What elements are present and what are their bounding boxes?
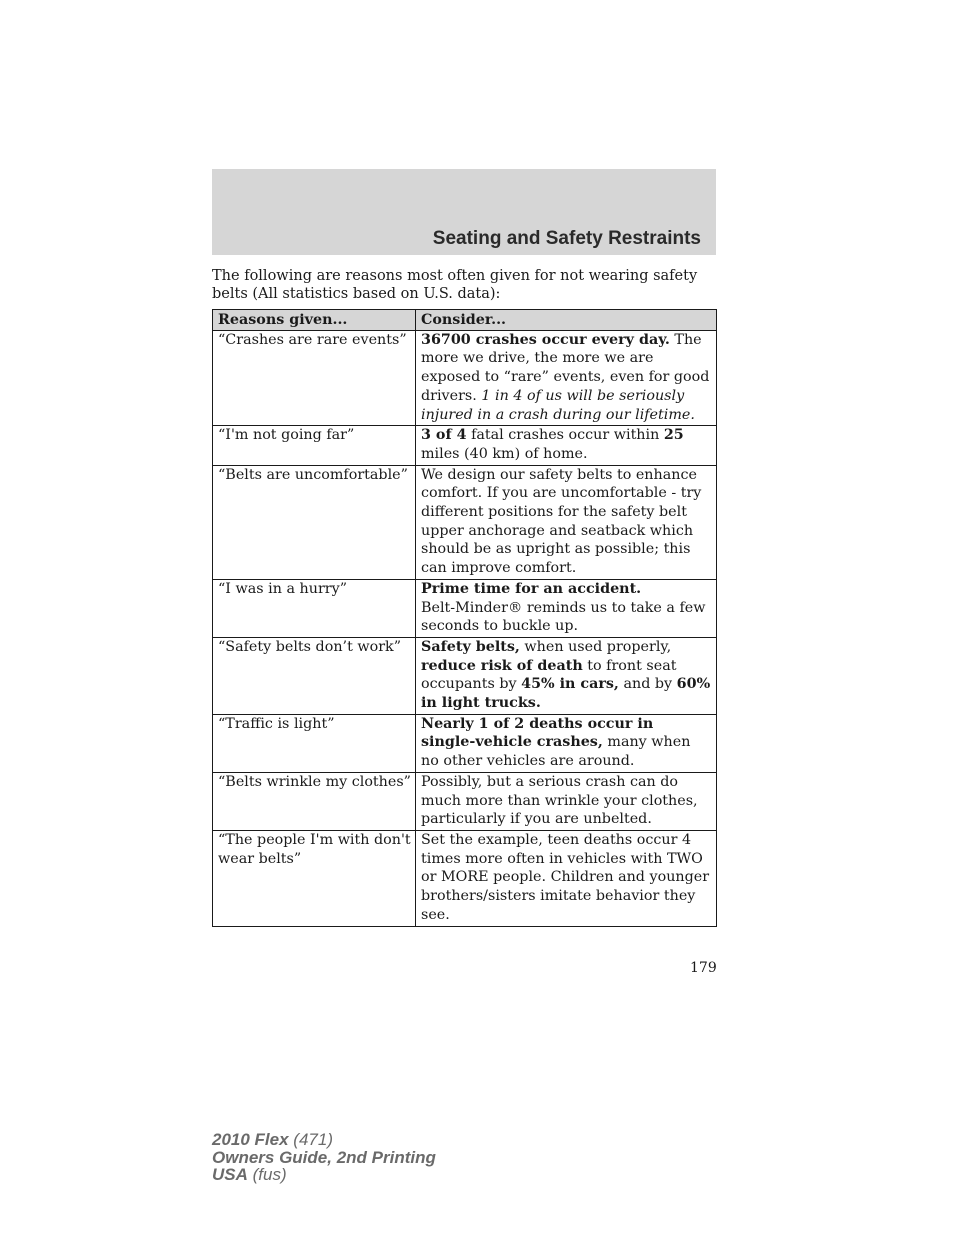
intro-paragraph: The following are reasons most often given for not wearing safety belts (All statistics based on U.S. data):	[212, 268, 698, 302]
footer-market-code: (fus)	[252, 1165, 287, 1184]
table-row	[213, 714, 717, 772]
table-row	[213, 330, 717, 426]
footer-model: 2010 Flex	[212, 1130, 289, 1149]
consider-text-segment: Safety belts,	[421, 638, 520, 655]
consider-text-segment: Possibly, but a serious crash can do much more than wrinkle your clothes, particularly if you are unbelted.	[421, 773, 698, 828]
table-row	[213, 579, 717, 637]
consider-cell	[416, 637, 717, 714]
footer-line-market	[212, 1166, 436, 1184]
consider-text-segment: miles (40 km) of home.	[421, 445, 588, 462]
table-row	[213, 465, 717, 579]
consider-text-segment: 60% in light trucks.	[421, 676, 711, 712]
reasons-table	[212, 309, 717, 927]
consider-cell	[416, 714, 717, 772]
consider-text-segment: reduce risk of death	[421, 657, 583, 674]
footer-imprint	[212, 1131, 436, 1184]
footer-line-model	[212, 1131, 436, 1149]
column-header-consider: Consider...	[416, 310, 717, 331]
reason-cell: “Traffic is light”	[213, 714, 416, 772]
consider-cell	[416, 426, 717, 465]
consider-text-segment: and by	[618, 676, 677, 693]
consider-text-segment: Prime time for an accident.	[421, 580, 642, 597]
consider-text-segment: fatal crashes occur within	[466, 427, 664, 444]
section-title: Seating and Safety Restraints	[432, 228, 701, 249]
reason-cell: “I'm not going far”	[213, 426, 416, 465]
consider-text-segment: 25	[663, 427, 684, 444]
reason-cell: “Safety belts don’t work”	[213, 637, 416, 714]
reason-cell: “I was in a hurry”	[213, 579, 416, 637]
consider-text-segment: 1 in 4 of us will be seriously injured in a crash during our lifetime.	[421, 387, 695, 423]
table-row	[213, 637, 717, 714]
consider-cell	[416, 465, 717, 579]
consider-text-segment: when used properly,	[519, 638, 672, 655]
reason-cell: “Belts are uncomfortable”	[213, 465, 416, 579]
consider-text-segment: 36700 crashes occur every day.	[421, 331, 670, 348]
table-row	[213, 772, 717, 830]
consider-text-segment: Set the example, teen deaths occur 4 times more often in vehicles with TWO or MORE people. Children and younger brothers/sisters imitate behavior they see.	[421, 831, 710, 923]
reason-cell: “Crashes are rare events”	[213, 330, 416, 426]
consider-cell	[416, 830, 717, 926]
reason-cell: “Belts wrinkle my clothes”	[213, 772, 416, 830]
consider-text-segment: 3 of 4	[421, 427, 467, 444]
footer-model-code: (471)	[293, 1130, 333, 1149]
consider-cell	[416, 772, 717, 830]
footer-market: USA	[212, 1165, 248, 1184]
section-header-band	[212, 169, 716, 255]
consider-text-segment: to front seat occupants by	[421, 657, 677, 693]
table-header-row	[213, 310, 717, 331]
consider-cell	[416, 579, 717, 637]
table-body	[213, 330, 717, 926]
consider-cell	[416, 330, 717, 426]
consider-text-segment: Nearly 1 of 2 deaths occur in single-vehicle crashes,	[421, 715, 654, 751]
page-number: 179	[690, 960, 717, 976]
consider-text-segment: Belt-Minder® reminds us to take a few seconds to buckle up.	[421, 599, 706, 635]
column-header-reasons: Reasons given...	[213, 310, 416, 331]
consider-text-segment: The more we drive, the more we are exposed to “rare” events, even for good drivers.	[421, 331, 710, 404]
consider-text-segment: We design our safety belts to enhance comfort. If you are uncomfortable - try different positions for the safety belt upper anchorage and seatback which should be as upright as possible; this can improve comfort.	[421, 466, 702, 577]
reason-cell: “The people I'm with don't wear belts”	[213, 830, 416, 926]
table-row	[213, 830, 717, 926]
consider-text-segment: 45% in cars,	[521, 676, 619, 693]
footer-guide: Owners Guide, 2nd Printing	[212, 1147, 436, 1167]
table-row	[213, 426, 717, 465]
consider-text-segment: many when no other vehicles are around.	[421, 734, 691, 770]
footer-line-guide	[212, 1149, 436, 1167]
